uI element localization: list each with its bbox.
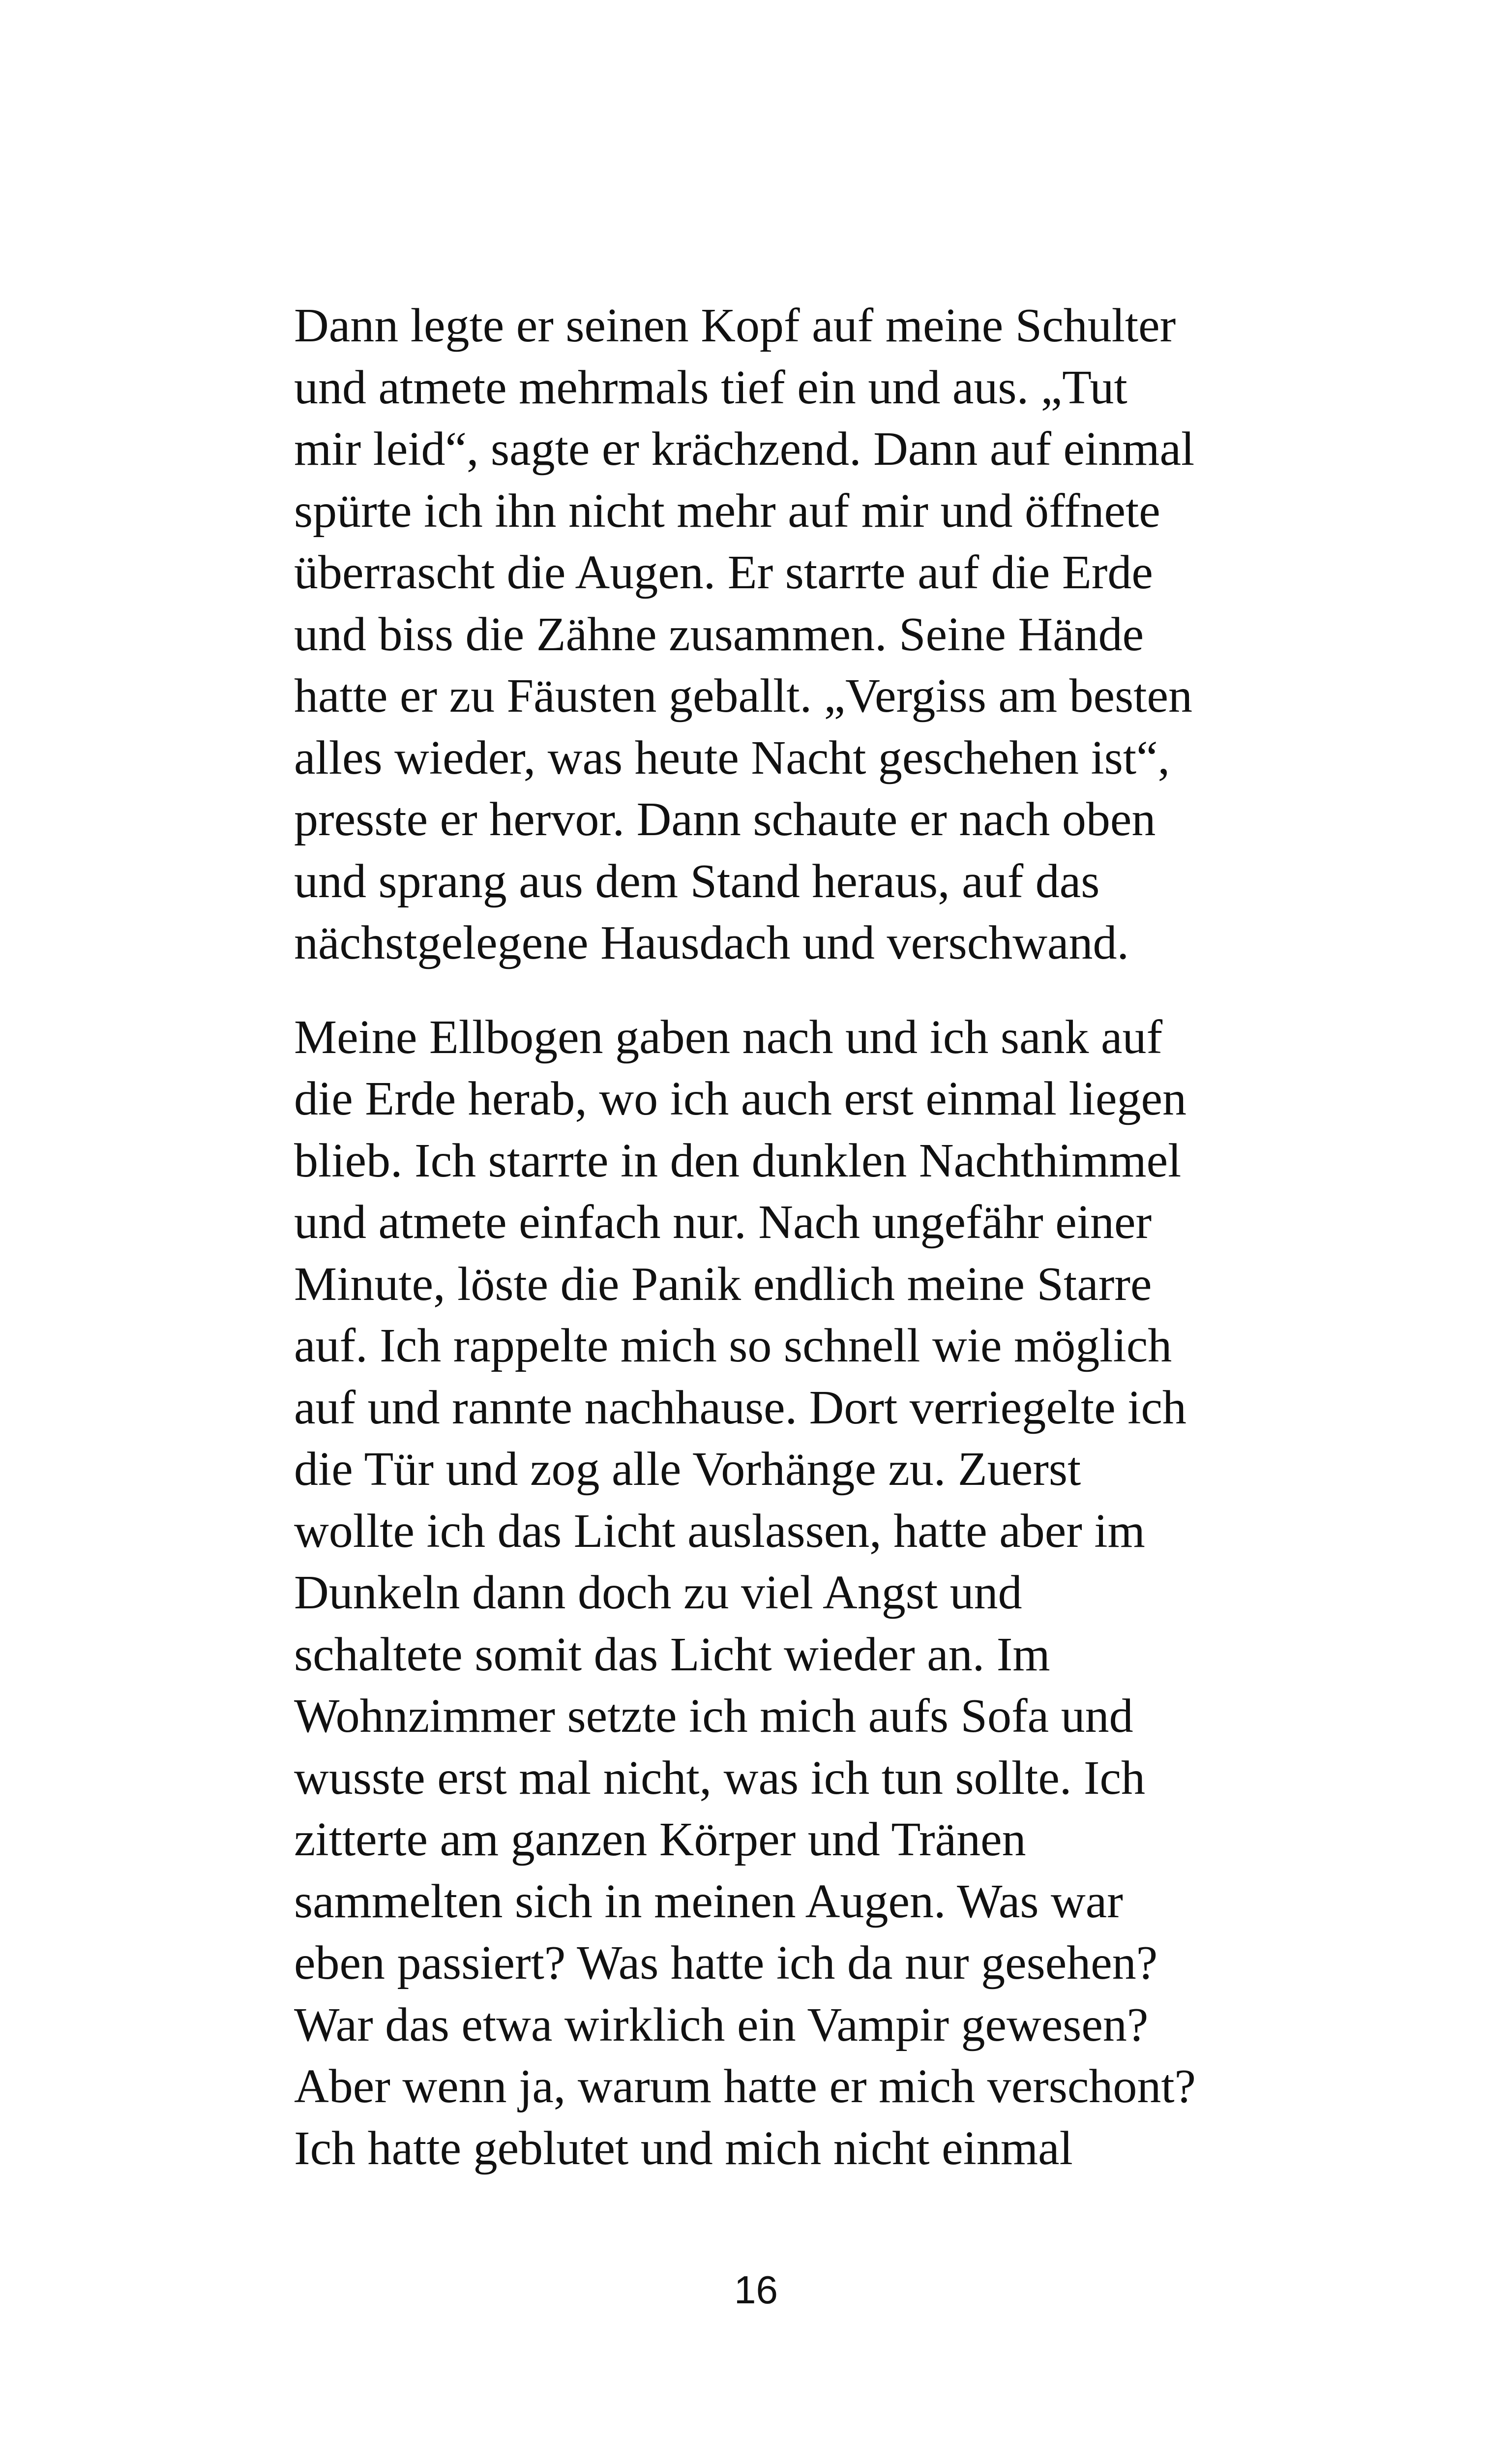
text-line: Minute, löste die Panik endlich meine Starre <box>294 1257 1152 1311</box>
text-line: die Erde herab, wo ich auch erst einmal liegen <box>294 1072 1186 1125</box>
text-line: wollte ich das Licht auslassen, hatte aber im <box>294 1504 1145 1558</box>
text-line: die Tür und zog alle Vorhänge zu. Zuerst <box>294 1443 1081 1496</box>
text-line: hatte er zu Fäusten geballt. „Vergiss am besten <box>294 669 1192 723</box>
paragraph-2 <box>294 1007 1277 2180</box>
text-line: sammelten sich in meinen Augen. Was war <box>294 1874 1123 1928</box>
page-number: 16 <box>734 2268 778 2312</box>
text-line: mir leid“, sagte er krächzend. Dann auf einmal <box>294 422 1195 476</box>
text-line: alles wieder, was heute Nacht geschehen ist“, <box>294 731 1170 784</box>
paragraph-spacer <box>294 974 1277 1007</box>
text-line: Ich hatte geblutet und mich nicht einmal <box>294 2121 1073 2175</box>
text-line: überrascht die Augen. Er starrte auf die Erde <box>294 546 1153 599</box>
body-text <box>294 295 1277 2179</box>
text-line: und atmete einfach nur. Nach ungefähr einer <box>294 1196 1152 1249</box>
text-line: und atmete mehrmals tief ein und aus. „Tut <box>294 361 1127 414</box>
paragraph-1 <box>294 295 1277 974</box>
text-line: Meine Ellbogen gaben nach und ich sank auf <box>294 1010 1163 1064</box>
text-line: War das etwa wirklich ein Vampir gewesen? <box>294 1998 1149 2051</box>
text-line: Dunkeln dann doch zu viel Angst und <box>294 1566 1022 1619</box>
text-line: und biss die Zähne zusammen. Seine Hände <box>294 607 1144 661</box>
text-line: nächstgelegene Hausdach und verschwand. <box>294 916 1129 969</box>
text-line: presste er hervor. Dann schaute er nach oben <box>294 793 1156 846</box>
text-line: Wohnzimmer setzte ich mich aufs Sofa und <box>294 1689 1133 1743</box>
text-line: Aber wenn ja, warum hatte er mich verschont? <box>294 2060 1196 2113</box>
text-line: blieb. Ich starrte in den dunklen Nachthimmel <box>294 1134 1182 1187</box>
text-line: schaltete somit das Licht wieder an. Im <box>294 1628 1050 1681</box>
text-line: eben passiert? Was hatte ich da nur gesehen? <box>294 1936 1158 1990</box>
text-line: Dann legte er seinen Kopf auf meine Schulter <box>294 299 1176 352</box>
text-line: wusste erst mal nicht, was ich tun sollte. Ich <box>294 1751 1145 1805</box>
text-line: spürte ich ihn nicht mehr auf mir und öffnete <box>294 484 1160 538</box>
text-line: zitterte am ganzen Körper und Tränen <box>294 1813 1026 1866</box>
text-line: auf und rannte nachhause. Dort verriegelte ich <box>294 1381 1186 1434</box>
text-line: auf. Ich rappelte mich so schnell wie möglich <box>294 1319 1172 1372</box>
text-line: und sprang aus dem Stand heraus, auf das <box>294 854 1100 908</box>
